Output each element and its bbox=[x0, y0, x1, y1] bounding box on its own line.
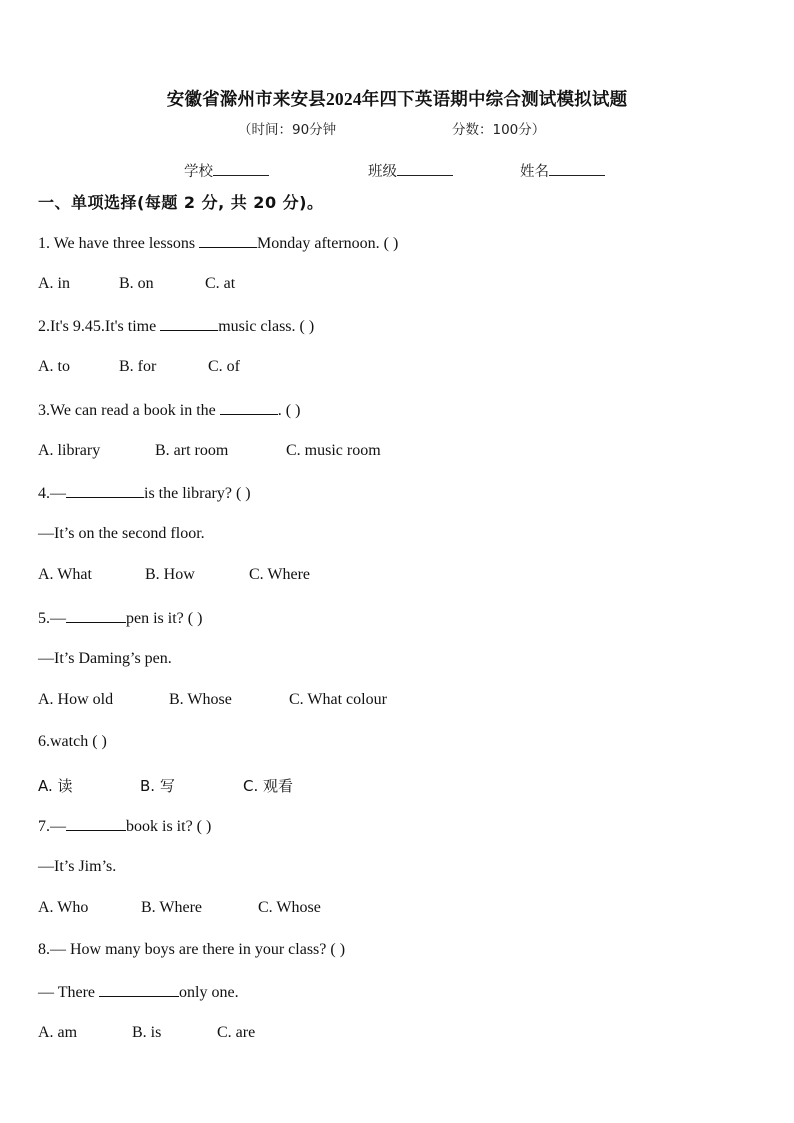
exam-time: （时间：90分钟 bbox=[238, 122, 337, 138]
question-1-pre: 1. We have three lessons bbox=[38, 235, 200, 252]
question-3-option-b[interactable]: B. art room bbox=[155, 442, 229, 459]
school-field bbox=[184, 160, 269, 181]
exam-score: 分数：100分） bbox=[452, 122, 546, 138]
section-heading: 一、单项选择(每题 2 分, 共 20 分)。 bbox=[38, 193, 324, 212]
question-8-option-c[interactable]: C. are bbox=[217, 1024, 256, 1041]
exam-title: 安徽省滁州市来安县2024年四下英语期中综合测试模拟试题 bbox=[166, 89, 628, 109]
question-2-option-a[interactable]: A. to bbox=[38, 358, 70, 375]
question-1 bbox=[38, 233, 398, 253]
question-8-pre: — There bbox=[38, 984, 100, 1001]
question-2-blank[interactable] bbox=[160, 316, 218, 331]
question-5-post: pen is it? ( ) bbox=[126, 610, 203, 627]
question-5-reply: —It’s Daming’s pen. bbox=[38, 650, 172, 667]
question-3-pre: 3.We can read a book in the bbox=[38, 402, 220, 419]
class-blank[interactable] bbox=[397, 163, 453, 176]
question-2-post: music class. ( ) bbox=[218, 318, 315, 335]
question-7-option-b[interactable]: B. Where bbox=[141, 899, 203, 916]
question-4-reply: —It’s on the second floor. bbox=[38, 525, 205, 542]
question-7-blank[interactable] bbox=[66, 816, 126, 831]
school-label: 学校 bbox=[184, 164, 213, 180]
question-4-option-c[interactable]: C. Where bbox=[249, 566, 311, 583]
question-1-option-a[interactable]: A. in bbox=[38, 275, 70, 292]
question-8-reply bbox=[38, 982, 239, 1002]
question-3-blank[interactable] bbox=[220, 400, 278, 415]
question-1-post: Monday afternoon. ( ) bbox=[257, 235, 399, 252]
question-5 bbox=[38, 608, 202, 628]
question-8: 8.— How many boys are there in your class? ( ) bbox=[38, 941, 346, 958]
name-blank[interactable] bbox=[549, 163, 605, 176]
question-1-blank[interactable] bbox=[199, 233, 257, 248]
question-4-blank[interactable] bbox=[66, 483, 144, 498]
question-6-option-b[interactable]: B. 写 bbox=[140, 777, 175, 795]
question-6: 6.watch ( ) bbox=[38, 733, 107, 750]
question-3-post: . ( ) bbox=[277, 402, 301, 419]
question-2-option-c[interactable]: C. of bbox=[208, 358, 240, 375]
question-7 bbox=[38, 816, 211, 836]
name-label: 姓名 bbox=[520, 164, 549, 180]
question-8-option-a[interactable]: A. am bbox=[38, 1024, 78, 1041]
question-4-pre: 4.— bbox=[38, 485, 66, 502]
question-5-option-c[interactable]: C. What colour bbox=[289, 691, 387, 708]
question-8-post: only one. bbox=[179, 984, 239, 1001]
name-field bbox=[520, 160, 605, 181]
class-field bbox=[368, 160, 453, 181]
question-7-post: book is it? ( ) bbox=[126, 818, 212, 835]
school-blank[interactable] bbox=[213, 163, 269, 176]
question-4-option-a[interactable]: A. What bbox=[38, 566, 92, 583]
question-2-pre: 2.It's 9.45.It's time bbox=[38, 318, 161, 335]
question-5-blank[interactable] bbox=[66, 608, 126, 623]
question-7-pre: 7.— bbox=[38, 818, 66, 835]
question-3-option-c[interactable]: C. music room bbox=[286, 442, 381, 459]
question-4 bbox=[38, 483, 251, 503]
question-8-option-b[interactable]: B. is bbox=[132, 1024, 162, 1041]
question-5-option-b[interactable]: B. Whose bbox=[169, 691, 232, 708]
question-8-blank[interactable] bbox=[99, 982, 179, 997]
question-1-option-b[interactable]: B. on bbox=[119, 275, 154, 292]
question-6-option-a[interactable]: A. 读 bbox=[38, 777, 73, 795]
question-2-option-b[interactable]: B. for bbox=[119, 358, 157, 375]
question-1-option-c[interactable]: C. at bbox=[205, 275, 236, 292]
question-3 bbox=[38, 400, 300, 420]
question-5-option-a[interactable]: A. How old bbox=[38, 691, 114, 708]
question-4-option-b[interactable]: B. How bbox=[145, 566, 195, 583]
question-7-option-c[interactable]: C. Whose bbox=[258, 899, 321, 916]
question-7-option-a[interactable]: A. Who bbox=[38, 899, 89, 916]
question-5-pre: 5.— bbox=[38, 610, 66, 627]
question-6-option-c[interactable]: C. 观看 bbox=[243, 777, 294, 795]
class-label: 班级 bbox=[368, 164, 397, 180]
question-3-option-a[interactable]: A. library bbox=[38, 442, 101, 459]
question-2 bbox=[38, 316, 314, 336]
question-4-post: is the library? ( ) bbox=[144, 485, 251, 502]
question-7-reply: —It’s Jim’s. bbox=[38, 858, 117, 875]
